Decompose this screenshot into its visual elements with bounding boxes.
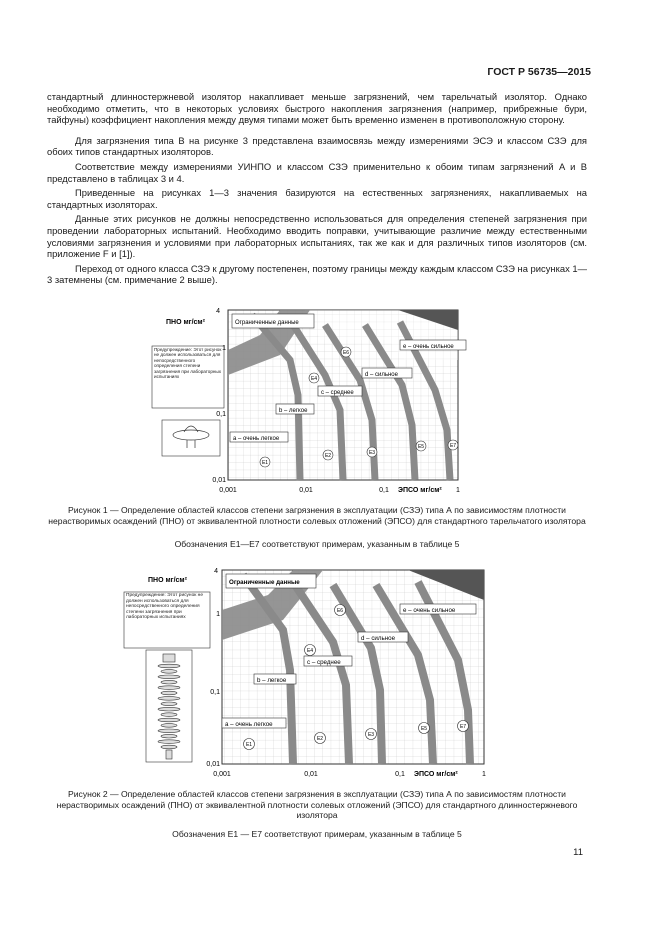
x-tick: 0,1 <box>395 771 405 778</box>
svg-text:E7: E7 <box>449 443 457 449</box>
x-tick: 0,001 <box>213 771 231 778</box>
svg-text:E6: E6 <box>342 350 350 356</box>
insulator-shed <box>158 740 180 744</box>
class-d-label: d – сильное <box>361 635 396 642</box>
class-e-label: е – очень сильное <box>403 344 454 350</box>
svg-text:E5: E5 <box>420 726 428 732</box>
x-tick: 0,001 <box>219 487 237 494</box>
x-tick: 1 <box>456 487 460 494</box>
warning-note: Предупреждение: Этот рисунок не должен использоваться для непосредственного определения степени загрязнения при лабораторных испытаниях <box>126 593 203 621</box>
paragraph: стандартный длинностержневой изолятор накапливает меньше загрязнений, чем тарельчатый изолятор. Однако необходимо отметить, что в некоторых условиях быстрого накопления загрязнения (например, прибрежные бури, тайфуны) коэффициент накопления между двумя типами может быть временно изменен в противоположную сторону. <box>47 91 587 126</box>
insulator-shed <box>161 745 177 749</box>
insulator-shed <box>161 734 177 738</box>
paragraph: Переход от одного класса СЗЭ к другому постепенен, поэтому границы между каждым классом СЗЭ на рисунках 1—3 затемнены (см. примечание 2 выше). <box>47 262 587 286</box>
y-tick: 1 <box>222 345 226 352</box>
svg-text:E3: E3 <box>367 732 375 738</box>
x-axis-label: ЭПСО мг/см² <box>398 487 442 494</box>
svg-text:E2: E2 <box>324 453 332 459</box>
svg-text:E3: E3 <box>368 450 376 456</box>
class-b-label: b – легкое <box>279 408 308 414</box>
x-tick: 0,1 <box>379 487 389 494</box>
y-axis-label: ПНО мг/см² <box>166 319 205 326</box>
body-text <box>47 91 587 289</box>
paragraph: Приведенные на рисунках 1—3 значения базируются на естественных загрязнениях, накапливаемых на стандартных изоляторах. <box>47 187 587 210</box>
svg-text:E4: E4 <box>310 376 318 382</box>
x-tick: 0,01 <box>299 487 313 494</box>
figure-1 <box>140 300 480 500</box>
figure-2-caption: Рисунок 2 — Определение областей классов степени загрязнения в эксплуатации (СЗЭ) типа А по зависимостям плотности нерастворимых осаждений (ПНО) от эквивалентной плотности солевых отложений (ЭПСО) для стандартного длинностержневого изолятора <box>56 789 578 821</box>
svg-text:E7: E7 <box>459 724 467 730</box>
svg-text:E5: E5 <box>417 444 425 450</box>
y-tick: 0,1 <box>216 411 226 418</box>
paragraph: Соответствие между измерениями УИНПО и классом СЗЭ применительно к обоим типам загрязнений A и B представлено в таблицах 3 и 4. <box>47 160 587 184</box>
x-tick: 1 <box>482 771 486 778</box>
insulator-shed <box>158 729 180 733</box>
class-e-label: е – очень сильное <box>403 607 456 614</box>
figure-2-note: Обозначения Е1 — Е7 соответствуют примерам, указанным в таблице 5 <box>172 829 462 839</box>
figure-2 <box>118 560 498 785</box>
figure-1-caption: Рисунок 1 — Определение областей классов степени загрязнения в эксплуатации (СЗЭ) типа А по зависимостям плотности нерастворимых осаждений (ПНО) от эквивалентной плотности солевых отложений (ЭПСО) для стандартного тарельчатого изолятора <box>48 505 586 526</box>
page-number: 11 <box>573 847 583 858</box>
insulator-shed <box>158 686 180 690</box>
insulator-shed <box>161 724 177 728</box>
insulator-shed <box>158 664 180 668</box>
y-tick: 4 <box>216 308 220 315</box>
insulator-shed <box>158 675 180 679</box>
svg-text:E2: E2 <box>316 736 324 742</box>
svg-text:E1: E1 <box>261 460 269 466</box>
svg-text:E1: E1 <box>245 742 253 748</box>
insulator-shed <box>161 680 177 684</box>
class-c-label: с – среднее <box>307 659 341 666</box>
insulator-shed <box>158 697 180 701</box>
limited-label: Ограниченные данные <box>229 579 300 586</box>
insulator-shed <box>158 707 180 711</box>
figure-1-note: Обозначения Е1—Е7 соответствуют примерам, указанным в таблице 5 <box>174 539 460 549</box>
y-tick: 0,01 <box>206 761 220 768</box>
x-tick: 0,01 <box>304 771 318 778</box>
paragraph: Для загрязнения типа B на рисунке 3 представлена взаимосвязь между измерениями ЭСЭ и классом СЗЭ для обоих типов стандартных изоляторов. <box>47 134 587 158</box>
insulator-shed <box>161 691 177 695</box>
limited-label: Ограниченные данные <box>235 320 299 326</box>
class-d-label: d – сильное <box>365 372 398 378</box>
class-c-label: с – среднее <box>321 390 354 396</box>
warning-note: Предупреждение: Этот рисунок не должен использоваться для непосредственного определения степени загрязнения при лабораторных испытаниях <box>154 347 222 380</box>
class-a-label: а – очень легкое <box>225 721 273 728</box>
insulator-shed <box>161 702 177 706</box>
y-tick: 4 <box>214 568 218 575</box>
class-b-label: b – легкое <box>257 677 287 684</box>
paragraph: Данные этих рисунков не должны непосредственно использоваться для определения степеней загрязнения при проведении лабораторных испытаний. Необходимо вводить поправки, учитывающие различие между естественными условиями загрязнения и условиями при лабораторных испытаниях, так же как и для различных типов изоляторов (см. приложение F и [1]). <box>47 213 587 260</box>
document-code: ГОСТ Р 56735—2015 <box>487 66 591 78</box>
y-tick: 1 <box>216 611 220 618</box>
insulator-shed <box>158 718 180 722</box>
y-axis-label: ПНО мг/см² <box>148 577 187 584</box>
insulator-shed <box>161 713 177 717</box>
x-axis-label: ЭПСО мг/см² <box>414 771 458 778</box>
svg-text:E6: E6 <box>336 608 344 614</box>
svg-text:E4: E4 <box>306 648 314 654</box>
insulator-shed <box>161 670 177 674</box>
y-tick: 0,1 <box>210 689 220 696</box>
class-a-label: а – очень легкое <box>233 436 280 442</box>
y-tick: 0,01 <box>212 477 226 484</box>
